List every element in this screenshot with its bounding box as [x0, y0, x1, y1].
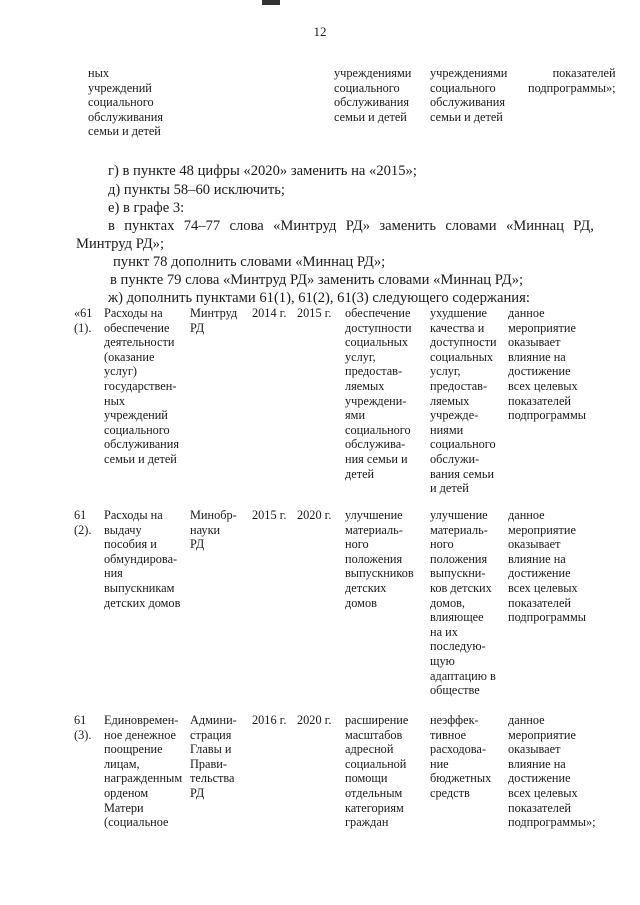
word: РД»	[345, 218, 371, 234]
row-number: 61 (3).	[74, 713, 92, 742]
start-year: 2015 г.	[252, 508, 287, 522]
continuation-indicator-cell: учреждениями социального обслуживания семьи и детей	[334, 66, 412, 124]
page-number: 12	[313, 24, 327, 39]
scan-artifact	[262, 0, 280, 5]
end-year: 2020 г.	[297, 713, 332, 727]
measure-name: Расходы на обеспечение деятельности (оказание услуг) государствен- ных учреждений социального обслуживания семьи и детей	[104, 306, 179, 466]
amendment-zh: ж) дополнить пунктами 61(1), 61(2), 61(3) следующего содержания:	[108, 290, 530, 306]
indicator-link: данное мероприятие оказывает влияние на достижение всех целевых показателей подпрограммы	[508, 306, 586, 423]
word: словами	[445, 218, 497, 234]
continuation-name-cell: ных учреждений социального обслуживания семьи и детей	[88, 66, 163, 139]
word: в	[108, 218, 115, 234]
continuation-consequence-cell: учреждениями социального обслуживания семьи и детей	[430, 66, 508, 124]
start-year: 2014 г.	[252, 306, 287, 320]
word: РД,	[573, 218, 594, 234]
word: пунктах	[124, 218, 175, 234]
row-number: 61 (2).	[74, 508, 92, 537]
amendment-e1-continued: Минтруд РД»;	[76, 236, 165, 252]
amendment-e3: в пункте 79 слова «Минтруд РД» заменить словами «Миннац РД»;	[110, 272, 524, 288]
indicator-link: данное мероприятие оказывает влияние на достижение всех целевых показателей подпрограммы»;	[508, 713, 596, 830]
non-implementation-consequence: неэффек- тивное расходова- ние бюджетных средств	[430, 713, 492, 800]
non-implementation-consequence: улучшение материаль- ного положения выпускни- ков детских домов, влияющее на их последую- щую адаптацию в обществе	[430, 508, 496, 698]
word: заменить	[379, 218, 436, 234]
word: 74–77	[183, 218, 221, 234]
row-number: «61 (1).	[74, 306, 93, 335]
start-year: 2016 г.	[252, 713, 287, 727]
expected-result: расширение масштабов адресной социальной помощи отдельным категориям граждан	[345, 713, 409, 830]
amendment-e1	[108, 218, 594, 235]
executor: Минобр- науки РД	[190, 508, 237, 552]
end-year: 2020 г.	[297, 508, 332, 522]
measure-name: Расходы на выдачу пособия и обмундирова- ния выпускникам детских домов	[104, 508, 181, 610]
amendment-e: е) в графе 3:	[108, 200, 185, 216]
amendment-d: д) пункты 58–60 исключить;	[108, 182, 285, 198]
word: слова	[229, 218, 264, 234]
end-year: 2015 г.	[297, 306, 332, 320]
executor: Админи- страция Главы и Прави- тельства РД	[190, 713, 237, 800]
expected-result: обеспечение доступности социальных услуг, предостав- ляемых учреждени- ями социального обслужива- ния семьи и детей	[345, 306, 412, 481]
indicator-link: данное мероприятие оказывает влияние на достижение всех целевых показателей подпрограммы	[508, 508, 586, 625]
executor: Минтруд РД	[190, 306, 238, 335]
word: «Миннац	[505, 218, 564, 234]
amendment-e2: пункт 78 дополнить словами «Миннац РД»;	[113, 254, 386, 270]
expected-result: улучшение материаль- ного положения выпускников детских домов	[345, 508, 414, 610]
amendment-g: г) в пункте 48 цифры «2020» заменить на «2015»;	[108, 163, 417, 179]
measure-name: Единовремен- ное денежное поощрение лицам, награжденным орденом Матери (социальное	[104, 713, 183, 830]
word: «Минтруд	[273, 218, 337, 234]
continuation-link-cell: показателей подпрограммы»;	[528, 66, 616, 95]
non-implementation-consequence: ухудшение качества и доступности социальных услуг, предостав- ляемых учрежде- ниями социального обслужи- вания семьи и детей	[430, 306, 497, 496]
